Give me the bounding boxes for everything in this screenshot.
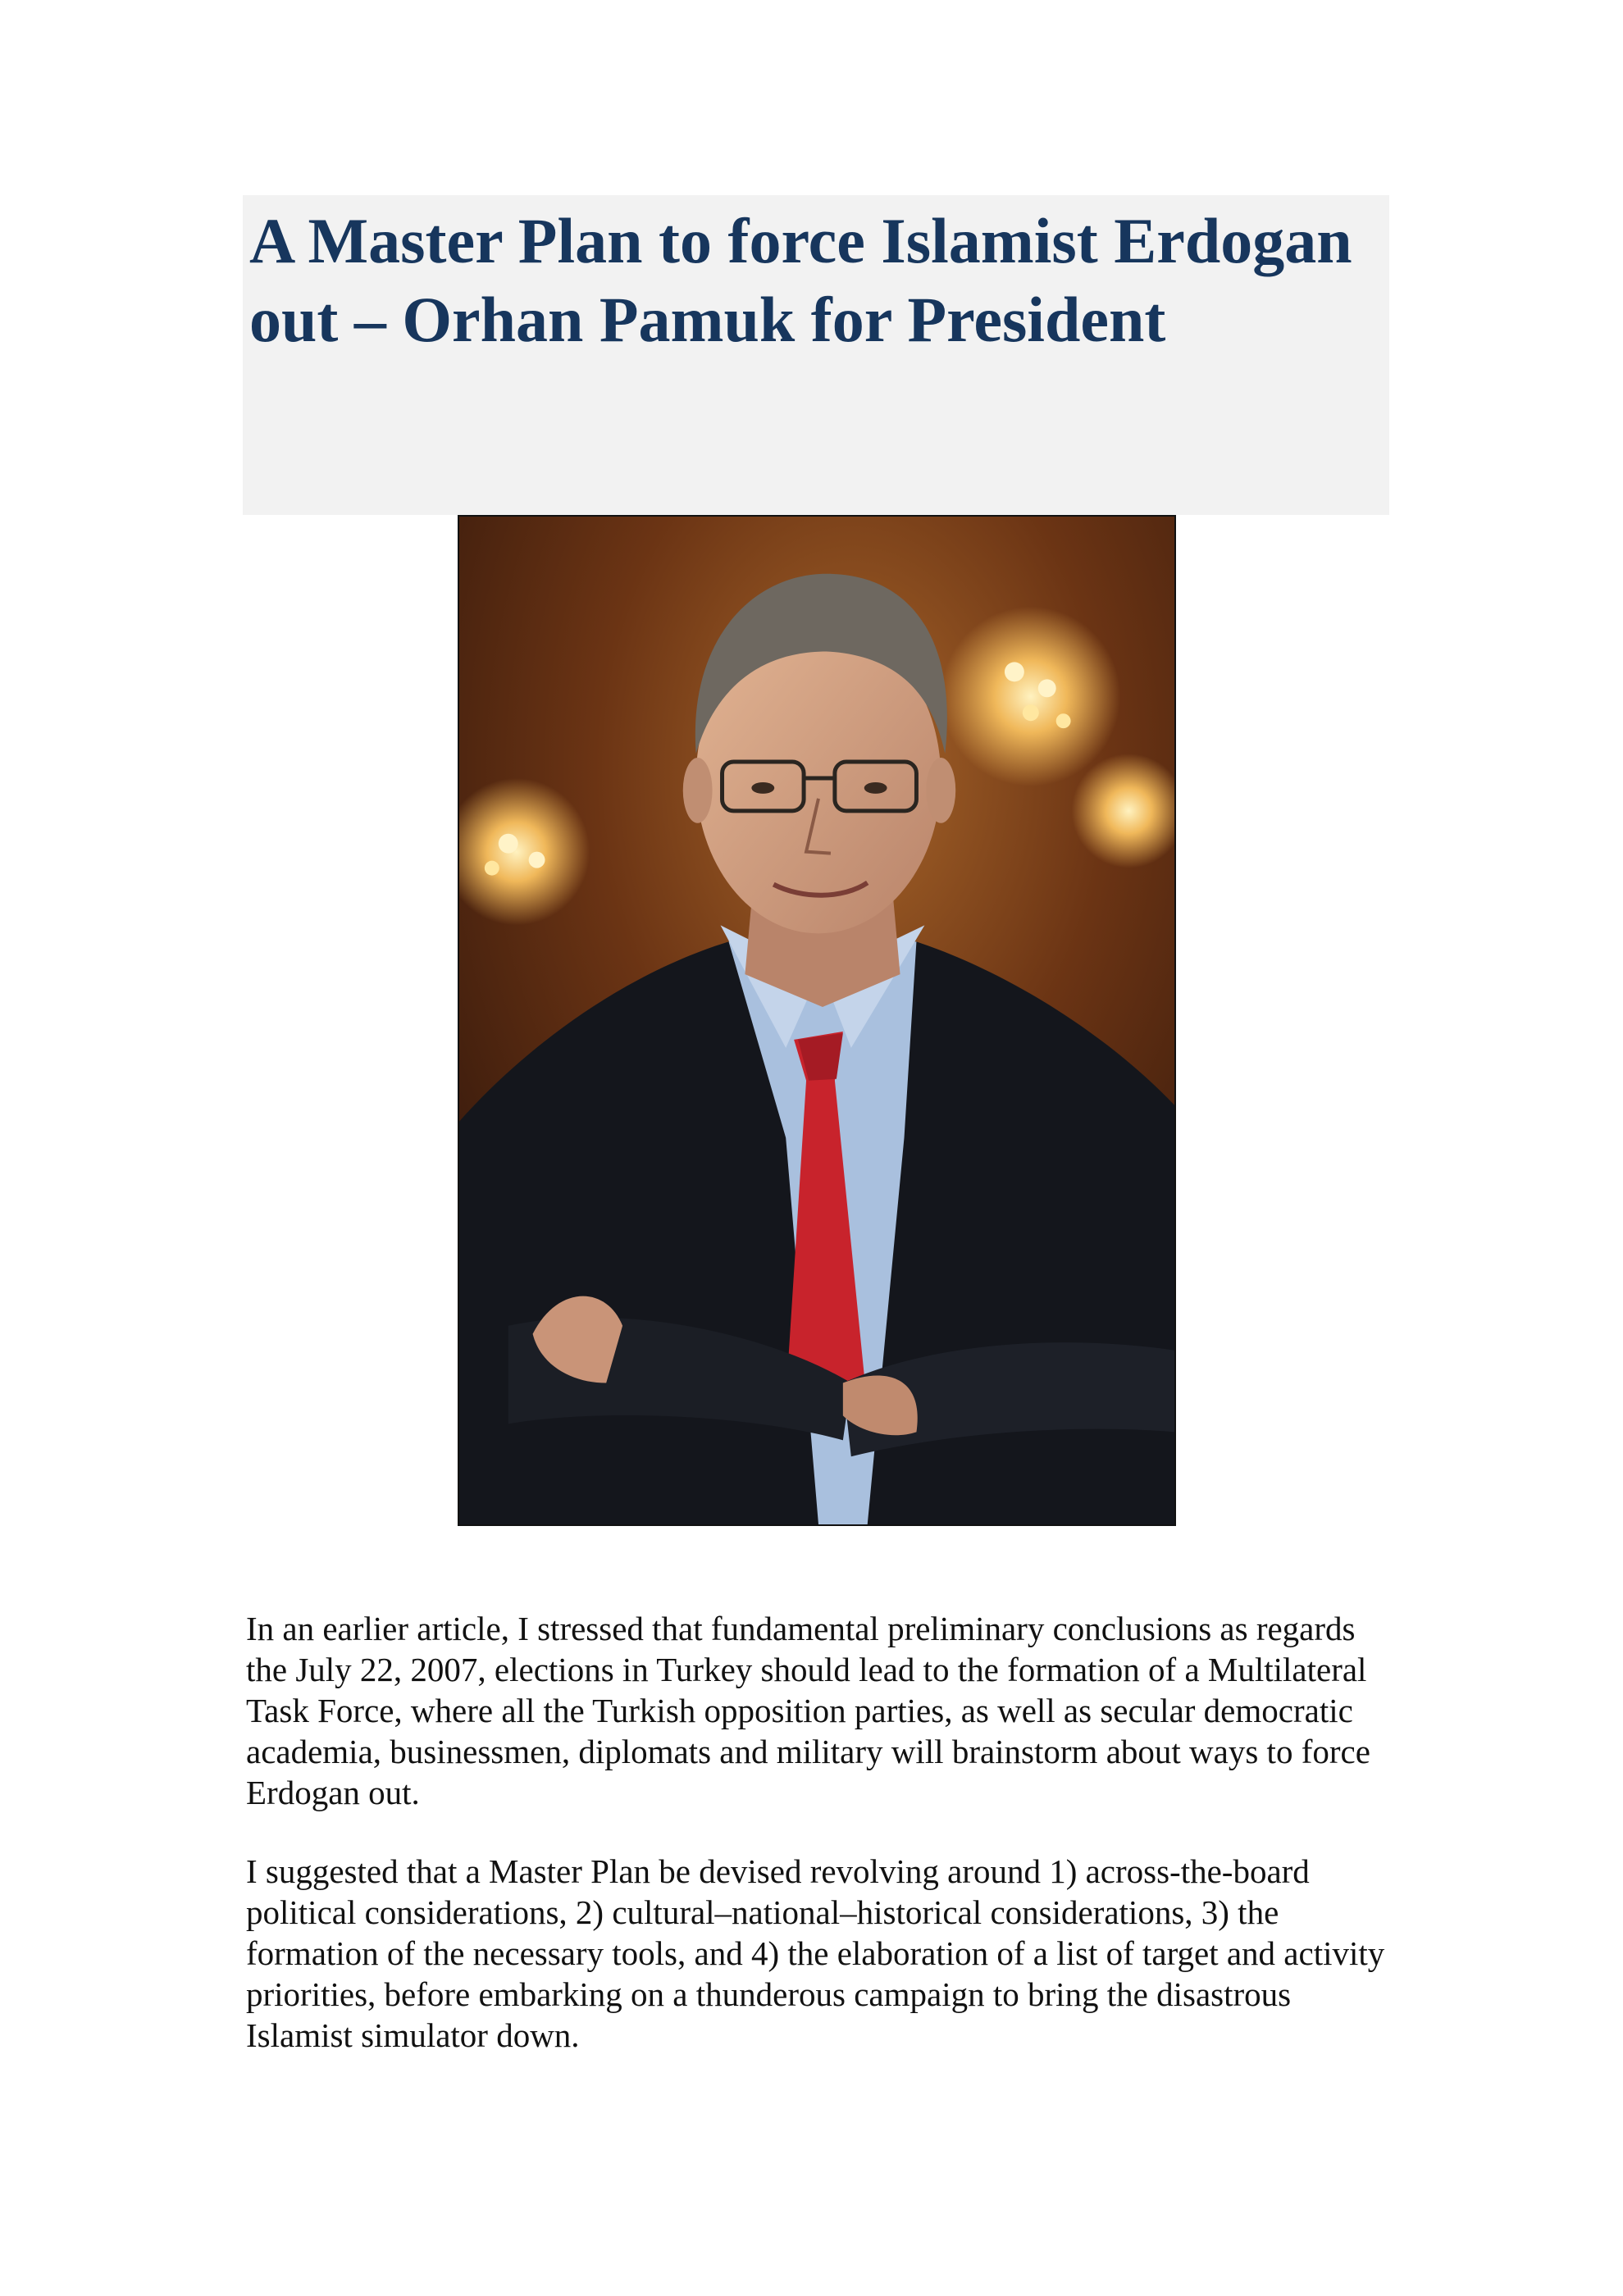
paragraph: I suggested that a Master Plan be devised revolving around 1) across-the-board political considerations, 2) cultural–national–historical considerations, 3) the formation of the necessary tools, and 4) the elaboration of a list of target and activity priorities, before embarking on a thunderous campaign to bring the disastrous Islamist simulator down. [246,1852,1385,2054]
article-title: A Master Plan to force Islamist Erdogan out – Orhan Pamuk for President [249,205,1352,355]
portrait-illustration [459,517,1174,1524]
article-photo [458,515,1176,1526]
article-body [246,1608,1394,2093]
title-box [243,195,1389,515]
paragraph: In an earlier article, I stressed that fundamental preliminary conclusions as regards the July 22, 2007, elections in Turkey should lead to the formation of a Multilateral Task Force, where all the Turkish opposition parties, as well as secular democratic academia, businessmen, diplomats and military will brainstorm about ways to force Erdogan out. [246,1610,1370,1811]
